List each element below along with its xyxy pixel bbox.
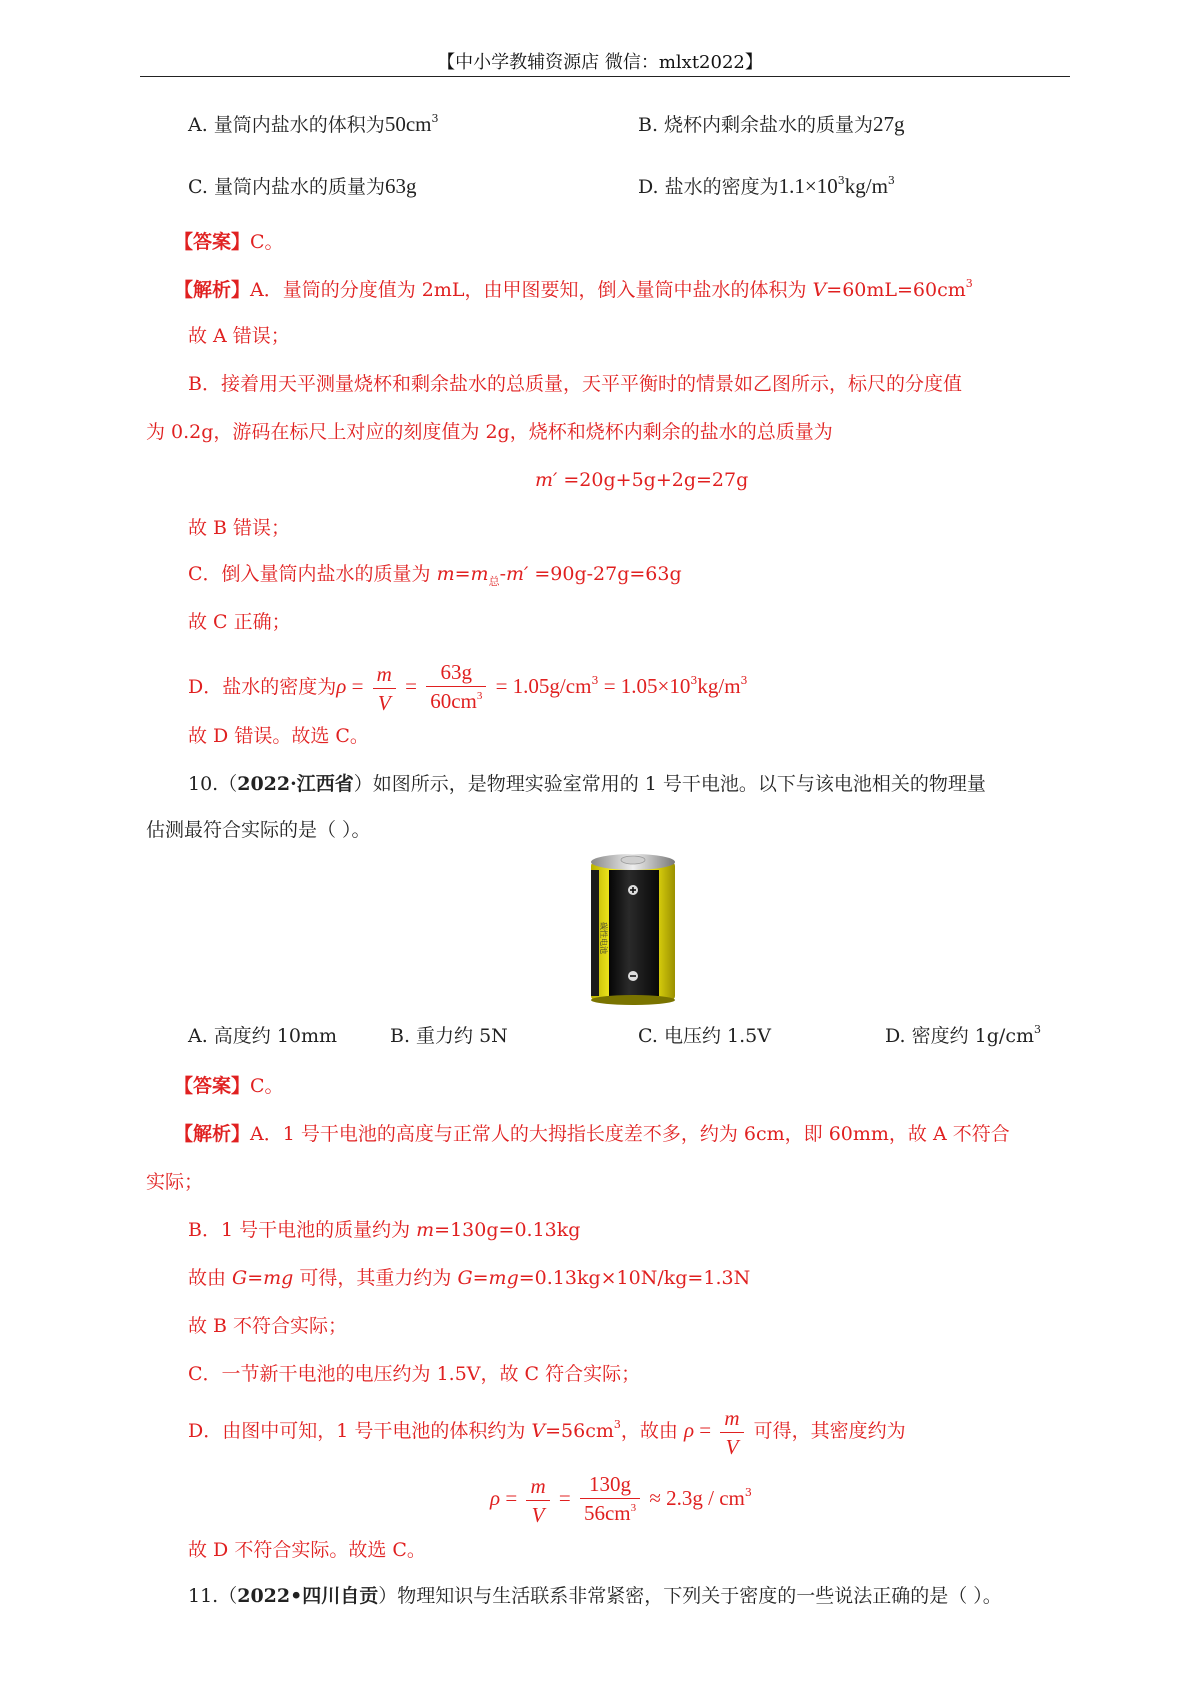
q10-analysis-b-text: B．1 号干电池的质量约为 xyxy=(188,1219,417,1241)
q9-option-d-value-b: kg/m xyxy=(844,174,888,198)
q10-analysis-d-after: 可得，其密度约为 xyxy=(747,1420,906,1442)
q10-analysis-b2-g: G xyxy=(232,1267,248,1289)
q10-analysis-b2-mg2: mg xyxy=(488,1267,519,1289)
q10-analysis-label: 【解析】 xyxy=(174,1123,251,1145)
q10-answer xyxy=(174,1072,284,1100)
q10-analysis-d-rho: ρ xyxy=(683,1418,695,1442)
q10-analysis-d-num: m xyxy=(720,1406,743,1433)
q10-formula-num2: 130g xyxy=(580,1472,640,1499)
q9-option-a-exp: 3 xyxy=(431,112,439,125)
q9-analysis-d-frac2-den: 60cm xyxy=(430,688,477,713)
q10-analysis-d-frac xyxy=(720,1406,743,1459)
q9-analysis-c-minus: - xyxy=(499,563,506,585)
q9-analysis-d-frac2 xyxy=(426,660,486,717)
q9-analysis-a-tail: =60mL=60cm xyxy=(826,279,966,301)
q9-analysis-a-exp: 3 xyxy=(965,277,973,290)
q10-analysis-a-line2: 实际； xyxy=(146,1171,204,1193)
q9-analysis-c-var-m3: m′ xyxy=(505,563,529,585)
q10-analysis-d-text: D．由图中可知，1 号干电池的体积约为 xyxy=(188,1420,532,1442)
q9-option-d xyxy=(638,172,895,204)
q9-analysis-c-var-m2: m xyxy=(470,563,489,585)
q10-option-d xyxy=(885,1022,1041,1053)
q9-analysis-a xyxy=(174,276,973,307)
q10-analysis-b xyxy=(188,1216,580,1244)
q10-analysis-b-tail: =130g=0.13kg xyxy=(434,1219,581,1241)
q10-analysis-b-conclusion: 故 B 不符合实际； xyxy=(188,1315,348,1337)
q10-source: 2022·江西省 xyxy=(237,773,354,795)
q9-option-c xyxy=(188,172,416,201)
q10-analysis-d xyxy=(188,1400,906,1464)
q9-analysis-d-frac1-num: m xyxy=(373,662,396,689)
q10-formula-den1: V xyxy=(531,1502,545,1527)
q10-formula-eq2: = xyxy=(553,1486,576,1510)
battery-image xyxy=(583,848,683,1008)
q9-option-c-value: 63g xyxy=(384,174,417,198)
q9-analysis-d-result-exp2: 3 xyxy=(690,674,698,687)
q10-formula-frac1 xyxy=(526,1474,549,1527)
q10-answer-value: C。 xyxy=(250,1075,284,1097)
q9-analysis-a-conclusion: 故 A 错误； xyxy=(188,325,290,347)
q10-analysis-b-var: m xyxy=(416,1219,435,1241)
q10-analysis-b2-g2: G xyxy=(457,1267,473,1289)
header-rule xyxy=(140,76,1070,77)
q9-answer xyxy=(174,228,284,256)
q9-option-a-value: 50cm xyxy=(384,112,432,136)
q9-option-b-value: 27g xyxy=(873,112,905,136)
q10-formula-result: ≈ 2.3g / cm xyxy=(644,1486,745,1510)
q9-analysis-c-tail: =90g-27g=63g xyxy=(528,563,682,585)
q10-analysis-a-line1 xyxy=(174,1120,1010,1148)
q10-option-c: C. 电压约 1.5V xyxy=(638,1025,771,1047)
q10-analysis-d-exp: 3 xyxy=(613,1418,621,1431)
q11-stem-rest: ）物理知识与生活联系非常紧密，下列关于密度的一些说法正确的是（ ）。 xyxy=(378,1585,1002,1607)
q9-analysis-d-frac2-den-wrap xyxy=(426,687,486,717)
q9-answer-label: 【答案】 xyxy=(174,231,251,253)
q9-answer-value: C。 xyxy=(250,231,284,253)
q9-option-a xyxy=(188,110,438,142)
q9-option-b-text: B. 烧杯内剩余盐水的质量为 xyxy=(638,114,874,136)
q9-analysis-c xyxy=(188,560,682,591)
q10-analysis-b2-mg: mg xyxy=(263,1267,294,1289)
q9-analysis-b-conclusion: 故 B 错误； xyxy=(188,517,291,539)
q9-analysis-c-eq: = xyxy=(454,563,471,585)
q9-analysis-d xyxy=(188,656,748,720)
q9-analysis-b-line2: 为 0.2g，游码在标尺上对应的刻度值为 2g，烧杯和烧杯内剩余的盐水的总质量为 xyxy=(146,421,833,443)
q9-analysis-b-formula-var: m′ xyxy=(535,469,558,491)
q9-option-d-value-a: 1.1×10 xyxy=(778,174,838,198)
q9-analysis-d-rho: ρ xyxy=(336,674,347,698)
q10-formula-result-exp: 3 xyxy=(744,1486,752,1499)
q10-analysis-b2-eq: = xyxy=(247,1267,264,1289)
q10-option-d-exp: 3 xyxy=(1034,1023,1041,1036)
q9-option-c-text: C. 量筒内盐水的质量为 xyxy=(188,176,385,198)
q9-option-a-text: A. 量筒内盐水的体积为 xyxy=(188,114,385,136)
q9-analysis-c-var-m: m xyxy=(436,563,455,585)
q9-option-d-exp2: 3 xyxy=(887,174,895,187)
q9-analysis-label: 【解析】 xyxy=(174,279,251,301)
q9-analysis-d-conclusion: 故 D 错误。故选 C。 xyxy=(188,725,369,747)
q9-analysis-d-text: D．盐水的密度为 xyxy=(188,676,337,698)
q10-formula-num1: m xyxy=(526,1474,549,1501)
q9-analysis-d-eq2: = xyxy=(399,674,423,698)
q10-formula-rho: ρ xyxy=(490,1486,501,1510)
q9-analysis-d-frac1 xyxy=(373,662,396,715)
q9-option-b xyxy=(638,110,905,139)
q9-analysis-d-frac2-exp: 3 xyxy=(476,689,483,702)
q10-formula-frac2 xyxy=(580,1472,640,1529)
q10-analysis-b2 xyxy=(188,1264,750,1292)
q10-number: 10.（ xyxy=(188,773,238,795)
q10-analysis-d-conclusion: 故 D 不符合实际。故选 C。 xyxy=(188,1539,426,1561)
q9-analysis-d-result-c: kg/m xyxy=(697,674,741,698)
q9-analysis-b-formula xyxy=(535,466,748,494)
q9-analysis-c-sub: 总 xyxy=(488,575,500,588)
q10-option-b: B. 重力约 5N xyxy=(390,1025,508,1047)
q9-analysis-a-text: A．量筒的分度值为 2mL，由甲图要知，倒入量筒中盐水的体积为 xyxy=(250,279,813,301)
q11-source: 2022•四川自贡 xyxy=(237,1585,379,1607)
battery-side-text: 碳性电池 xyxy=(599,922,608,954)
q10-formula-den2: 56cm xyxy=(583,1500,631,1525)
q9-analysis-b-line1: B．接着用天平测量烧杯和剩余盐水的总质量，天平平衡时的情景如乙图所示，标尺的分度值 xyxy=(188,373,962,395)
q9-analysis-a-var: V xyxy=(812,279,827,301)
q10-option-d-text: D. 密度约 1g/cm xyxy=(885,1025,1034,1047)
q10-analysis-d-den: V xyxy=(725,1434,739,1459)
q9-option-d-exp: 3 xyxy=(837,174,845,187)
q9-option-d-text: D. 盐水的密度为 xyxy=(638,176,779,198)
q10-option-a: A. 高度约 10mm xyxy=(188,1025,338,1047)
q9-analysis-d-result-b: = 1.05×10 xyxy=(598,674,691,698)
q9-analysis-c-text: C．倒入量筒内盐水的质量为 xyxy=(188,563,437,585)
q10-stem-line2: 估测最符合实际的是（ ）。 xyxy=(146,819,371,841)
q9-analysis-d-eq1: = xyxy=(346,674,369,698)
q10-stem-line1 xyxy=(188,770,986,798)
q10-analysis-b2-tail: =0.13kg×10N/kg=1.3N xyxy=(518,1267,751,1289)
q10-analysis-d-var: V xyxy=(531,1420,546,1442)
q10-analysis-b2-mid: 可得，其重力约为 xyxy=(293,1267,458,1289)
page-header: 【中小学教辅资源店 微信：mlxt2022】 xyxy=(437,52,763,73)
q10-answer-label: 【答案】 xyxy=(174,1075,251,1097)
q9-analysis-d-result-exp: 3 xyxy=(591,674,599,687)
q10-formula-den2-wrap xyxy=(580,1499,640,1529)
q9-analysis-c-conclusion: 故 C 正确； xyxy=(188,611,291,633)
q10-formula-eq1: = xyxy=(500,1486,523,1510)
q9-analysis-b-formula-tail: =20g+5g+2g=27g xyxy=(557,469,749,491)
q9-analysis-d-result-a: = 1.05g/cm xyxy=(490,674,592,698)
q10-analysis-d-tail: =56cm xyxy=(545,1420,614,1442)
q10-analysis-formula xyxy=(490,1468,752,1532)
q11-number: 11.（ xyxy=(188,1585,238,1607)
q10-analysis-c: C．一节新干电池的电压约为 1.5V，故 C 符合实际； xyxy=(188,1363,641,1385)
q10-formula-den2-exp: 3 xyxy=(630,1501,637,1514)
q10-analysis-b2-eq2: = xyxy=(472,1267,489,1289)
q10-analysis-a-text: A．1 号干电池的高度与正常人的大拇指长度差不多，约为 6cm，即 60mm，故 A 不符合 xyxy=(250,1123,1010,1145)
q10-analysis-d-mid: ，故由 xyxy=(620,1420,684,1442)
q10-analysis-b2-text: 故由 xyxy=(188,1267,233,1289)
q9-analysis-d-frac2-num: 63g xyxy=(426,660,486,687)
q10-analysis-d-eq: = xyxy=(694,1418,717,1442)
q10-stem-rest: ）如图所示，是物理实验室常用的 1 号干电池。以下与该电池相关的物理量 xyxy=(353,773,986,795)
q11-stem xyxy=(188,1582,1002,1610)
battery-svg xyxy=(583,848,683,1008)
q9-analysis-d-result-exp3: 3 xyxy=(740,674,748,687)
q9-analysis-d-frac1-den: V xyxy=(377,690,391,715)
